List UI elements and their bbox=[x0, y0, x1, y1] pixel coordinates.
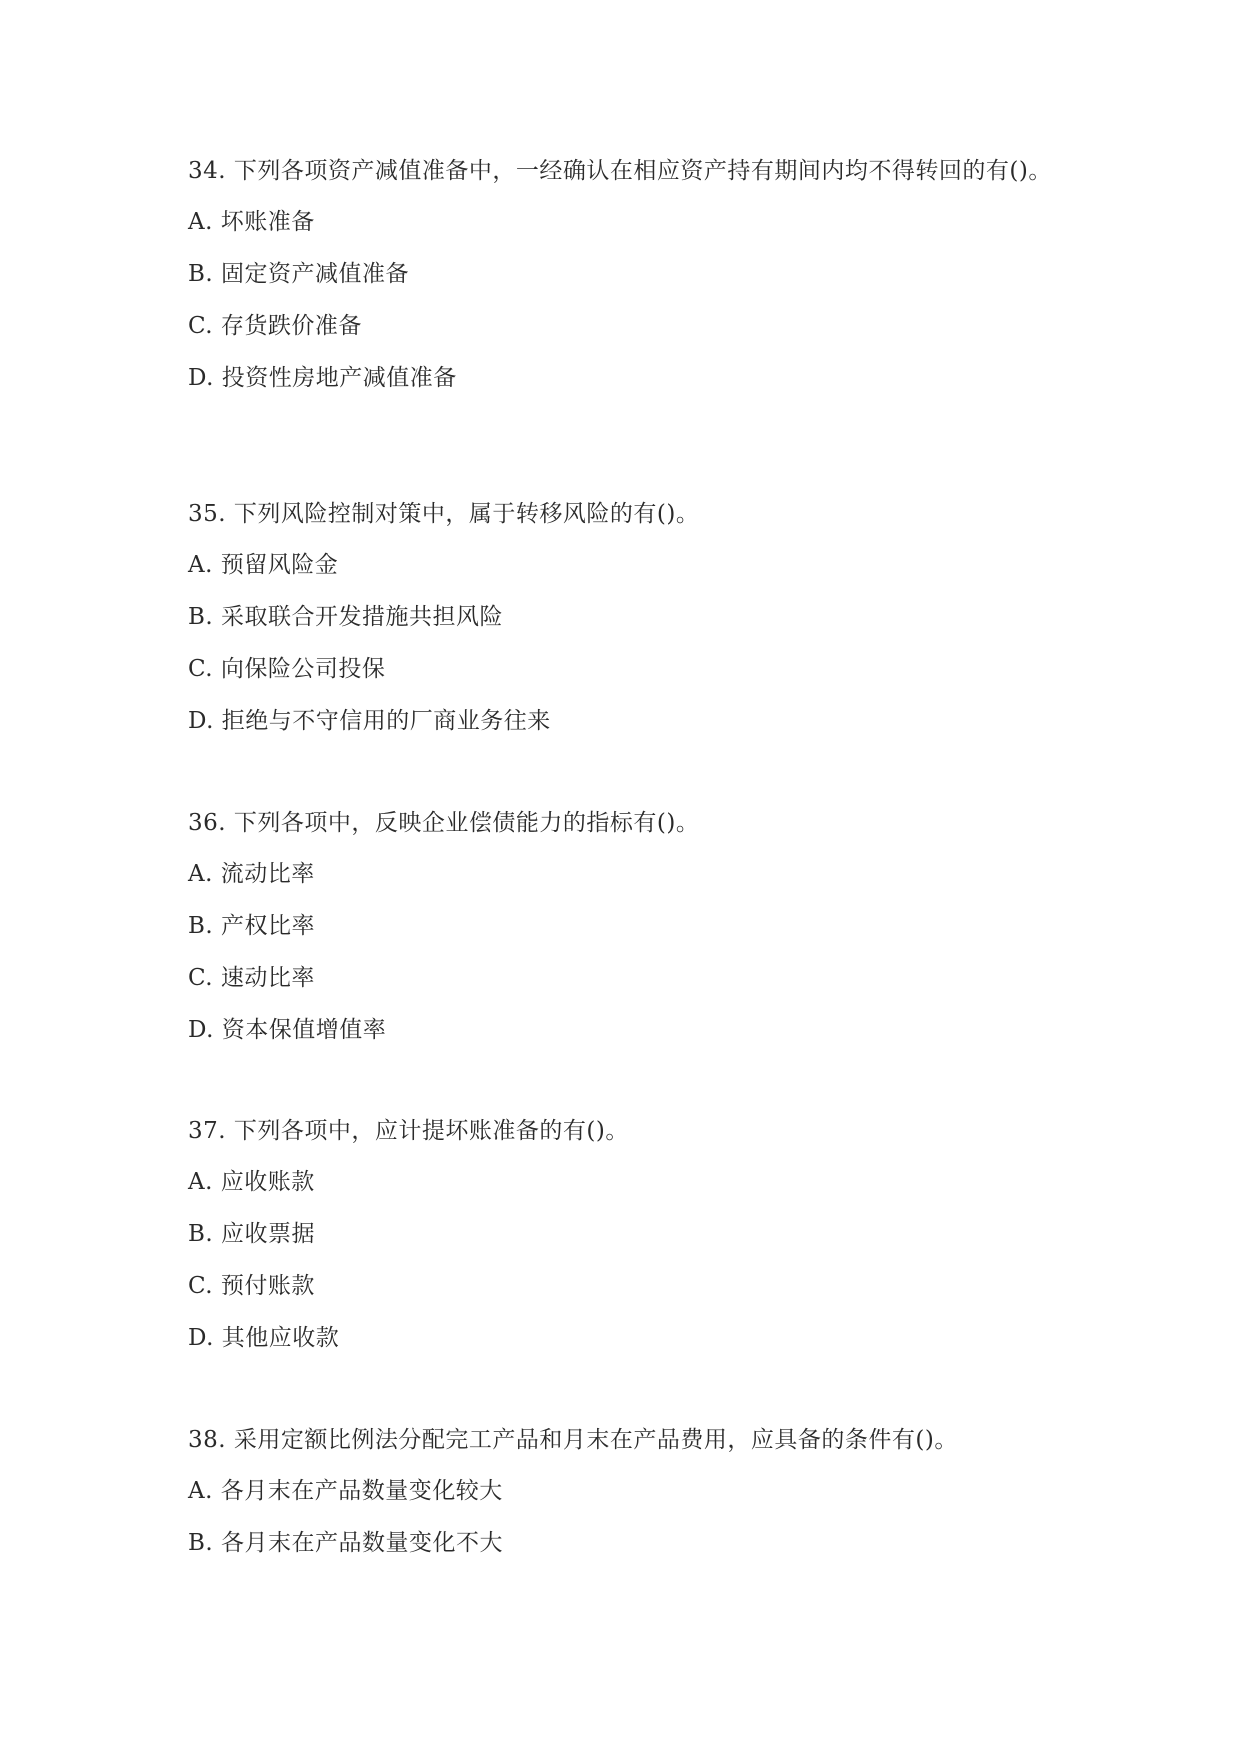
question-36 bbox=[188, 806, 1068, 1065]
option-d: D. 投资性房地产减值准备 bbox=[188, 365, 457, 391]
option-a: A. 应收账款 bbox=[188, 1169, 315, 1195]
question-stem: 34. 下列各项资产减值准备中，一经确认在相应资产持有期间内均不得转回的有()。 bbox=[188, 158, 1052, 184]
question-stem: 35. 下列风险控制对策中，属于转移风险的有()。 bbox=[188, 501, 700, 527]
question-stem: 36. 下列各项中，反映企业偿债能力的指标有()。 bbox=[188, 810, 700, 836]
option-d: D. 拒绝与不守信用的厂商业务往来 bbox=[188, 708, 551, 734]
question-37 bbox=[188, 1114, 1068, 1373]
option-a: A. 流动比率 bbox=[188, 861, 315, 887]
option-b: B. 采取联合开发措施共担风险 bbox=[188, 604, 504, 630]
option-b: B. 产权比率 bbox=[188, 913, 316, 939]
option-a: A. 预留风险金 bbox=[188, 552, 339, 578]
option-b: B. 应收票据 bbox=[188, 1221, 316, 1247]
option-b: B. 固定资产减值准备 bbox=[188, 261, 410, 287]
option-c: C. 存货跌价准备 bbox=[188, 313, 362, 339]
option-b: B. 各月末在产品数量变化不大 bbox=[188, 1530, 504, 1556]
option-c: C. 速动比率 bbox=[188, 965, 315, 991]
option-d: D. 其他应收款 bbox=[188, 1325, 340, 1351]
question-stem: 38. 采用定额比例法分配完工产品和月末在产品费用，应具备的条件有()。 bbox=[188, 1427, 958, 1453]
option-a: A. 各月末在产品数量变化较大 bbox=[188, 1478, 503, 1504]
option-a: A. 坏账准备 bbox=[188, 209, 315, 235]
question-stem: 37. 下列各项中，应计提坏账准备的有()。 bbox=[188, 1118, 629, 1144]
question-34 bbox=[188, 154, 1068, 413]
option-c: C. 向保险公司投保 bbox=[188, 656, 386, 682]
question-35 bbox=[188, 497, 1068, 756]
option-c: C. 预付账款 bbox=[188, 1273, 315, 1299]
question-38 bbox=[188, 1423, 1068, 1578]
option-d: D. 资本保值增值率 bbox=[188, 1017, 387, 1043]
